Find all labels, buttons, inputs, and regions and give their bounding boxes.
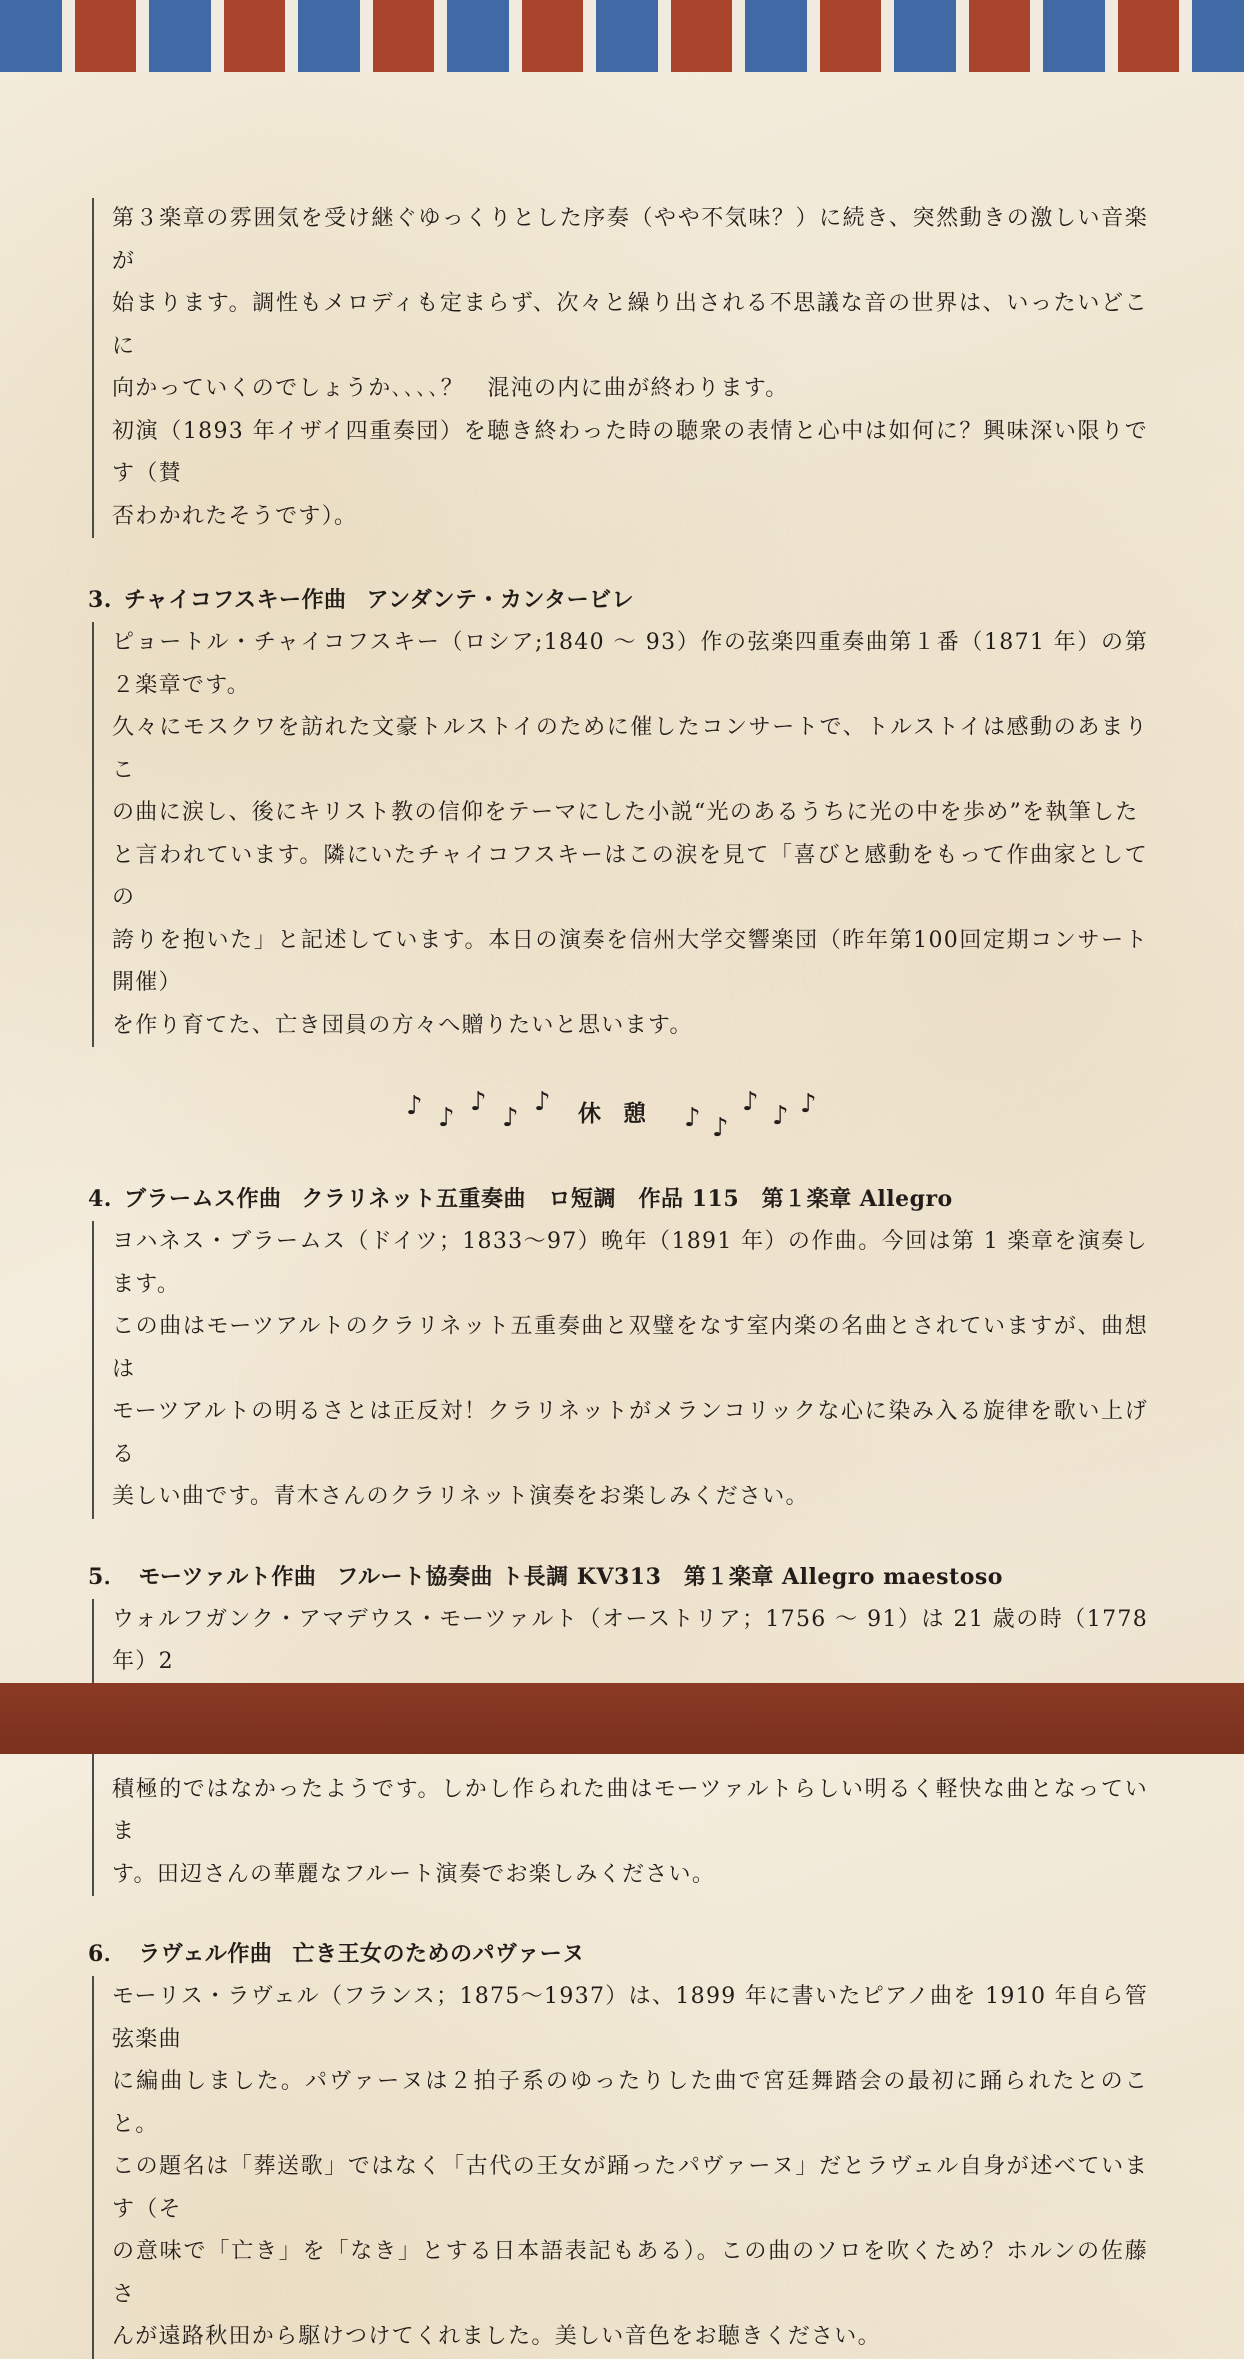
music-note-icon: ♪ <box>684 1103 701 1133</box>
intermission-label: 休憩 <box>578 1100 668 1127</box>
section-3-line: ピョートル・チャイコフスキー（ロシア;1840 ～ 93）作の弦楽四重奏曲第１番（1871 年）の第２楽章です。 <box>112 630 1148 698</box>
music-note-icon: ♪ <box>438 1103 455 1133</box>
section-5-line: 積極的ではなかったようです。しかし作られた曲はモーツァルトらしい明るく軽快な曲となっていま <box>112 1776 1148 1844</box>
program-notes <box>88 198 1148 2359</box>
section-4-line: 美しい曲です。青木さんのクラリネット演奏をお楽しみください。 <box>112 1484 809 1509</box>
section-6-line: の意味で「亡き」を「なき」とする日本語表記もある）。この曲のソロを吹くため？ホルンの佐藤さ <box>112 2239 1148 2307</box>
section-4-number: 4. <box>88 1186 112 1212</box>
section-4-line: この曲はモーツアルトのクラリネット五重奏曲と双璧をなす室内楽の名曲とされていますが、曲想は <box>112 1314 1148 1382</box>
music-note-icon: ♪ <box>712 1113 729 1143</box>
intermission-row <box>88 1073 1148 1159</box>
section-6-title: 亡き王女のためのパヴァーヌ <box>292 1941 585 1967</box>
music-note-icon: ♪ <box>742 1087 759 1117</box>
intro-line: 初演（1893 年イザイ四重奏団）を聴き終わった時の聴衆の表情と心中は如何に？興味深い限りです（賛 <box>112 418 1148 486</box>
music-note-icon: ♪ <box>406 1091 423 1121</box>
section-5-line: ウォルフガンク・アマデウス・モーツァルト（オーストリア；1756 ～ 91）は 21 歳の時（1778 年）2 <box>112 1606 1148 1674</box>
section-5-line: す。田辺さんの華麗なフルート演奏でお楽しみください。 <box>112 1861 716 1887</box>
section-4-line: モーツアルトの明るさとは正反対！クラリネットがメランコリックな心に染み入る旋律を歌い上げる <box>112 1399 1148 1467</box>
intro-paragraph <box>92 198 1148 538</box>
section-6-number: 6． <box>88 1941 127 1967</box>
intro-line: 否わかれたそうです）。 <box>112 503 358 529</box>
section-5-heading <box>88 1557 1148 1597</box>
section-6-line: んが遠路秋田から駆けつけてくれました。美しい音色をお聴きください。 <box>112 2324 881 2349</box>
section-4-composer: ブラームス作曲 <box>123 1186 282 1212</box>
intro-line: 第３楽章の雰囲気を受け継ぐゆっくりとした序奏（やや不気味？）に続き、突然動きの激しい音楽が <box>112 206 1148 274</box>
section-6-heading <box>88 1934 1148 1974</box>
section-4-heading <box>88 1179 1148 1219</box>
section-6-composer: ラヴェル作曲 <box>138 1941 273 1967</box>
section-3-line: の曲に涙し、後にキリスト教の信仰をテーマにした小説“光のあるうちに光の中を歩め”を執筆した <box>112 800 1139 825</box>
section-5-title: フルート協奏曲 ト長調 KV313 第１楽章 Allegro maestoso <box>336 1563 1003 1590</box>
section-3-line: 久々にモスクワを訪れた文豪トルストイのために催したコンサートで、トルストイは感動のあまりこ <box>112 715 1148 783</box>
section-4-title: クラリネット五重奏曲 ロ短調 作品 115 第１楽章 Allegro <box>301 1186 953 1212</box>
music-note-icon: ♪ <box>470 1087 487 1117</box>
section-3-line: を作り育てた、亡き団員の方々へ贈りたいと思います。 <box>112 1012 693 1038</box>
section-5-composer: モーツァルト作曲 <box>138 1563 317 1590</box>
music-note-icon: ♪ <box>534 1087 551 1117</box>
section-3-heading <box>88 580 1148 620</box>
section-4-line: ヨハネス・ブラームス（ドイツ；1833～97）晩年（1891 年）の作曲。今回は第 1 楽章を演奏します。 <box>112 1229 1148 1297</box>
section-6-paragraph <box>92 1976 1148 2359</box>
music-note-icon: ♪ <box>502 1103 519 1133</box>
section-4-paragraph <box>92 1221 1148 1519</box>
section-3-number: 3. <box>88 587 112 613</box>
section-5-number: 5． <box>88 1563 127 1590</box>
intro-line: 向かっていくのでしょうか､､､､？ 混沌の内に曲が終わります。 <box>112 376 789 401</box>
music-note-icon: ♪ <box>800 1089 817 1119</box>
section-3-composer: チャイコフスキー作曲 <box>123 587 347 613</box>
top-stripe-border <box>0 0 1244 72</box>
intro-line: 始まります。調性もメロディも定まらず、次々と繰り出される不思議な音の世界は、いったいどこに <box>112 291 1148 359</box>
section-3-paragraph <box>92 622 1148 1047</box>
section-6-line: モーリス・ラヴェル（フランス；1875～1937）は、1899 年に書いたピアノ曲を 1910 年自ら管弦楽曲 <box>112 1984 1148 2052</box>
section-3-title: アンダンテ・カンタービレ <box>366 587 635 613</box>
section-6-line: この題名は「葬送歌」ではなく「古代の王女が踊ったパヴァーヌ」だとラヴェル自身が述べています（そ <box>112 2154 1148 2222</box>
music-note-icon: ♪ <box>772 1101 789 1131</box>
bottom-border-band <box>0 1683 1244 1754</box>
section-6-line: に編曲しました。パヴァーヌは２拍子系のゆったりした曲で宮廷舞踏会の最初に踊られたとのこと。 <box>112 2069 1148 2137</box>
section-3-line: と言われています。隣にいたチャイコフスキーはこの涙を見て「喜びと感動をもって作曲家としての <box>112 842 1148 910</box>
section-3-line: 誇りを抱いた」と記述しています。本日の演奏を信州大学交響楽団（昨年第100回定期コンサート開催） <box>112 927 1148 995</box>
